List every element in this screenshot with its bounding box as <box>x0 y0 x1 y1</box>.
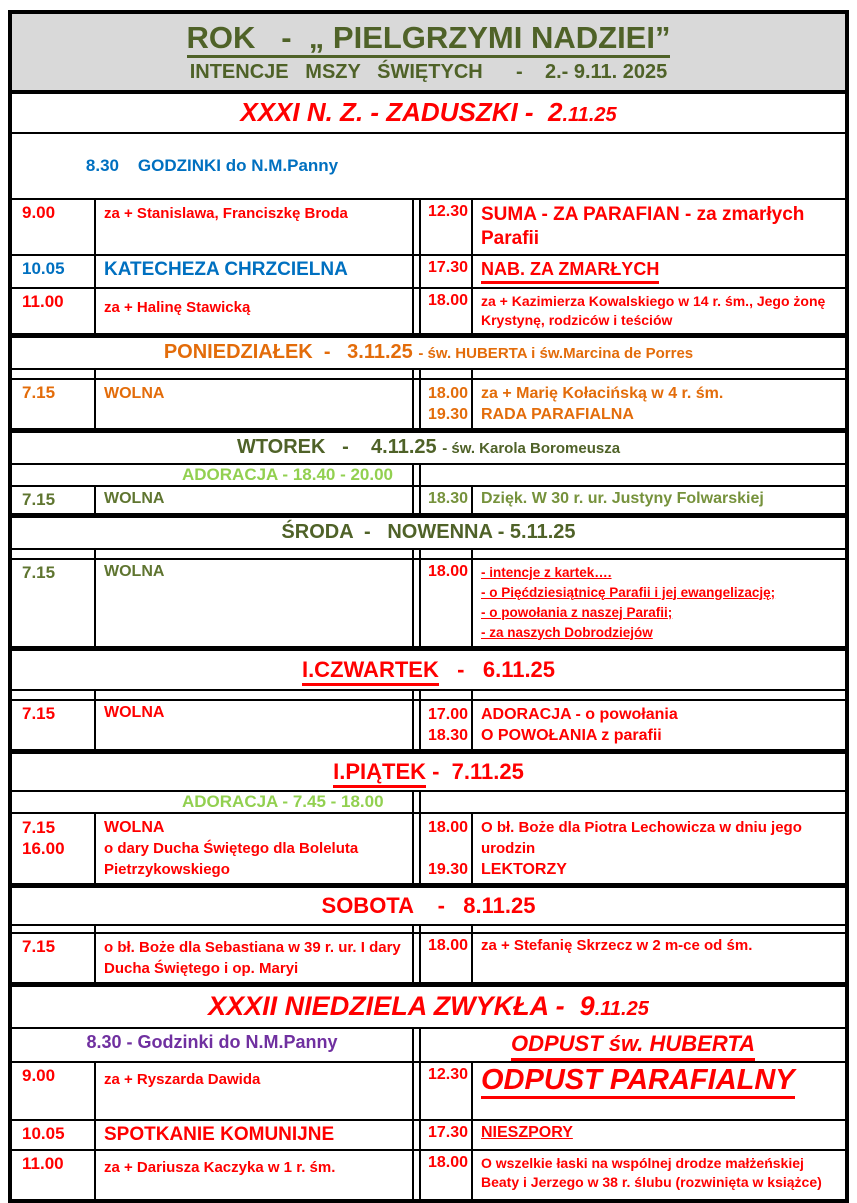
column-gap <box>414 487 421 513</box>
day-header-monday: PONIEDZIAŁEK - 3.11.25 - św. HUBERTA i św.Marcina de Porres <box>12 335 845 370</box>
time-cell: 17.30 <box>421 256 473 287</box>
time-cell: 12.30 <box>421 1063 473 1119</box>
day-header-friday: I.PIĄTEK - 7.11.25 <box>12 751 845 792</box>
time-cell: 7.15 <box>22 817 56 837</box>
column-gap <box>414 701 421 749</box>
day-header-wednesday: ŚRODA - NOWENNA - 5.11.25 <box>12 515 845 550</box>
adoracja-row <box>12 465 845 487</box>
year-motto-title: ROK - „ PIELGRZYMI NADZIEI” <box>187 22 671 58</box>
intention-cell: za + Stanislawa, Franciszkę Broda <box>96 200 414 254</box>
godzinki-odpust-row <box>12 1029 845 1063</box>
time-cell: 9.00 <box>12 200 96 254</box>
column-gap <box>414 560 421 646</box>
mass-row <box>12 289 845 335</box>
intention-cell: za + Marię Kołacińską w 4 r. śm. <box>481 384 724 402</box>
intention-item: - za naszych Dobrodziejów <box>481 624 653 640</box>
adoracja-row <box>12 792 845 814</box>
intention-cell: KATECHEZA CHRZCIELNA <box>96 256 414 287</box>
mass-row <box>12 560 845 648</box>
mass-row <box>12 1151 845 1199</box>
column-gap <box>414 792 421 812</box>
time-cell: 17.30 <box>421 1121 473 1149</box>
time-cell: 7.15 <box>12 934 96 982</box>
day-header-saturday: SOBOTA - 8.11.25 <box>12 885 845 926</box>
day-header-tuesday: WTOREK - 4.11.25 - św. Karola Boromeusza <box>12 430 845 465</box>
intention-item: - intencje z kartek…. <box>481 564 612 580</box>
spacer-row <box>12 370 845 380</box>
spacer-row <box>12 550 845 560</box>
adoracja-label: ADORACJA - 18.40 - 20.00 <box>12 465 414 485</box>
time-cell: 10.05 <box>12 256 96 287</box>
time-cell: 10.05 <box>12 1121 96 1149</box>
intention-cell: O bł. Boże dla Piotra Lechowicza w dniu jego urodzin <box>481 818 802 857</box>
time-cell: 19.30 <box>428 860 469 878</box>
mass-row <box>12 814 845 885</box>
mass-row <box>12 701 845 751</box>
mass-row <box>12 380 845 430</box>
column-gap <box>414 814 421 883</box>
niedziela-date: 9 <box>579 990 595 1021</box>
intention-cell: za + Ryszarda Dawida <box>96 1063 414 1119</box>
godzinki-label: GODZINKI do N.M.Panny <box>137 155 339 175</box>
intention-cell: SPOTKANIE KOMUNIJNE <box>96 1121 414 1149</box>
intention-cell: WOLNA <box>96 560 414 646</box>
godzinki-label: 8.30 - Godzinki do N.M.Panny <box>12 1029 414 1061</box>
time-cell: 18.00 <box>421 1151 473 1199</box>
column-gap <box>414 380 421 428</box>
intention-cell: o bł. Boże dla Sebastiana w 39 r. ur. I dary Ducha Świętego i op. Maryi <box>96 934 414 982</box>
time-cell: 9.00 <box>12 1063 96 1119</box>
masthead-subtitle: INTENCJE MSZY ŚWIĘTYCH - 2.- 9.11. 2025 <box>189 60 668 83</box>
intention-cell: WOLNA <box>96 380 414 428</box>
mass-row <box>12 487 845 515</box>
time-cell: 17.00 <box>428 705 469 723</box>
odpust-parafialny-label: ODPUST PARAFIALNY <box>481 1066 795 1099</box>
time-cell: 7.15 <box>12 701 96 749</box>
mass-row <box>12 1063 845 1121</box>
godzinki-row <box>12 134 845 200</box>
day-header-thursday: I.CZWARTEK - 6.11.25 <box>12 648 845 691</box>
spacer-row <box>12 926 845 934</box>
intention-cell: WOLNA <box>96 487 414 513</box>
column-gap <box>414 1029 421 1061</box>
time-cell: 7.15 <box>12 380 96 428</box>
day-subtitle: - św. HUBERTA i św.Marcina de Porres <box>418 344 694 362</box>
masthead <box>12 14 845 94</box>
intention-cell: za + Kazimierza Kowalskiego w 14 r. śm., Jego żonę Krystynę, rodziców i teściów <box>481 292 826 328</box>
time-cell: 18.00 <box>421 560 473 646</box>
schedule-sheet <box>8 10 849 1203</box>
intention-cell: za + Halinę Stawicką <box>96 289 414 333</box>
mass-row <box>12 934 845 984</box>
time-cell: 7.15 <box>12 487 96 513</box>
time-cell: 12.30 <box>421 200 473 254</box>
time-cell: 7.15 <box>12 560 96 646</box>
time-cell: 18.00 <box>421 934 473 982</box>
intention-cell: O POWOŁANIA z parafii <box>481 726 662 744</box>
column-gap <box>414 289 421 333</box>
godzinki-time: 8.30 <box>85 155 119 175</box>
mass-row <box>12 1121 845 1151</box>
time-cell: 18.00 <box>428 384 469 402</box>
intention-cell: NAB. ZA ZMARŁYCH <box>481 259 659 284</box>
time-cell: 19.30 <box>428 405 469 423</box>
intention-cell: O wszelkie łaski na wspólnej drodze małżeńskiej Beaty i Jerzego w 38 r. ślubu (rozwinięta w książce) <box>481 1154 822 1190</box>
intention-item: - o powołania z naszej Parafii; <box>481 604 673 620</box>
zaduszki-date: 2 <box>548 96 563 127</box>
time-cell: 11.00 <box>12 1151 96 1199</box>
intention-cell: RADA PARAFIALNA <box>481 405 634 423</box>
time-cell: 16.00 <box>22 838 65 858</box>
time-cell: 18.00 <box>428 818 469 836</box>
column-gap <box>414 1121 421 1149</box>
adoracja-label: ADORACJA - 7.45 - 18.00 <box>12 792 414 812</box>
column-gap <box>414 1151 421 1199</box>
time-cell: 18.00 <box>421 289 473 333</box>
intention-cell: za + Stefanię Skrzecz w 2 m-ce od śm. <box>481 936 753 954</box>
intention-cell: za + Dariusza Kaczyka w 1 r. śm. <box>96 1151 414 1199</box>
intention-cell: NIESZPORY <box>481 1123 573 1141</box>
mass-row <box>12 200 845 256</box>
section-title-zaduszki: XXXI N. Z. - ZADUSZKI - 2.11.25 <box>12 94 845 134</box>
section-title-niedziela: XXXII NIEDZIELA ZWYKŁA - 9.11.25 <box>12 984 845 1029</box>
intention-item: - o Pięćdziesiątnicę Parafii i jej ewangelizację; <box>481 584 776 600</box>
column-gap <box>414 465 421 485</box>
intention-cell: WOLNA <box>104 818 165 836</box>
intention-cell: WOLNA <box>96 701 414 749</box>
time-cell: 11.00 <box>12 289 96 333</box>
time-cell: 18.30 <box>421 487 473 513</box>
spacer-row <box>12 691 845 701</box>
column-gap <box>414 256 421 287</box>
column-gap <box>414 200 421 254</box>
time-cell: 18.30 <box>428 726 469 744</box>
column-gap <box>414 934 421 982</box>
mass-row <box>12 256 845 289</box>
intention-cell: o dary Ducha Świętego dla Boleluta Pietrzykowskiego <box>104 839 359 878</box>
odpust-huberta-label: ODPUST św. HUBERTA <box>511 1031 755 1061</box>
intention-cell: SUMA - ZA PARAFIAN - za zmarłych Parafii <box>481 203 805 249</box>
day-subtitle: - św. Karola Boromeusza <box>442 439 621 457</box>
intention-cell: ADORACJA - o powołania <box>481 705 678 723</box>
intention-cell: Dzięk. W 30 r. ur. Justyny Folwarskiej <box>481 489 764 507</box>
intention-cell: LEKTORZY <box>481 860 567 878</box>
